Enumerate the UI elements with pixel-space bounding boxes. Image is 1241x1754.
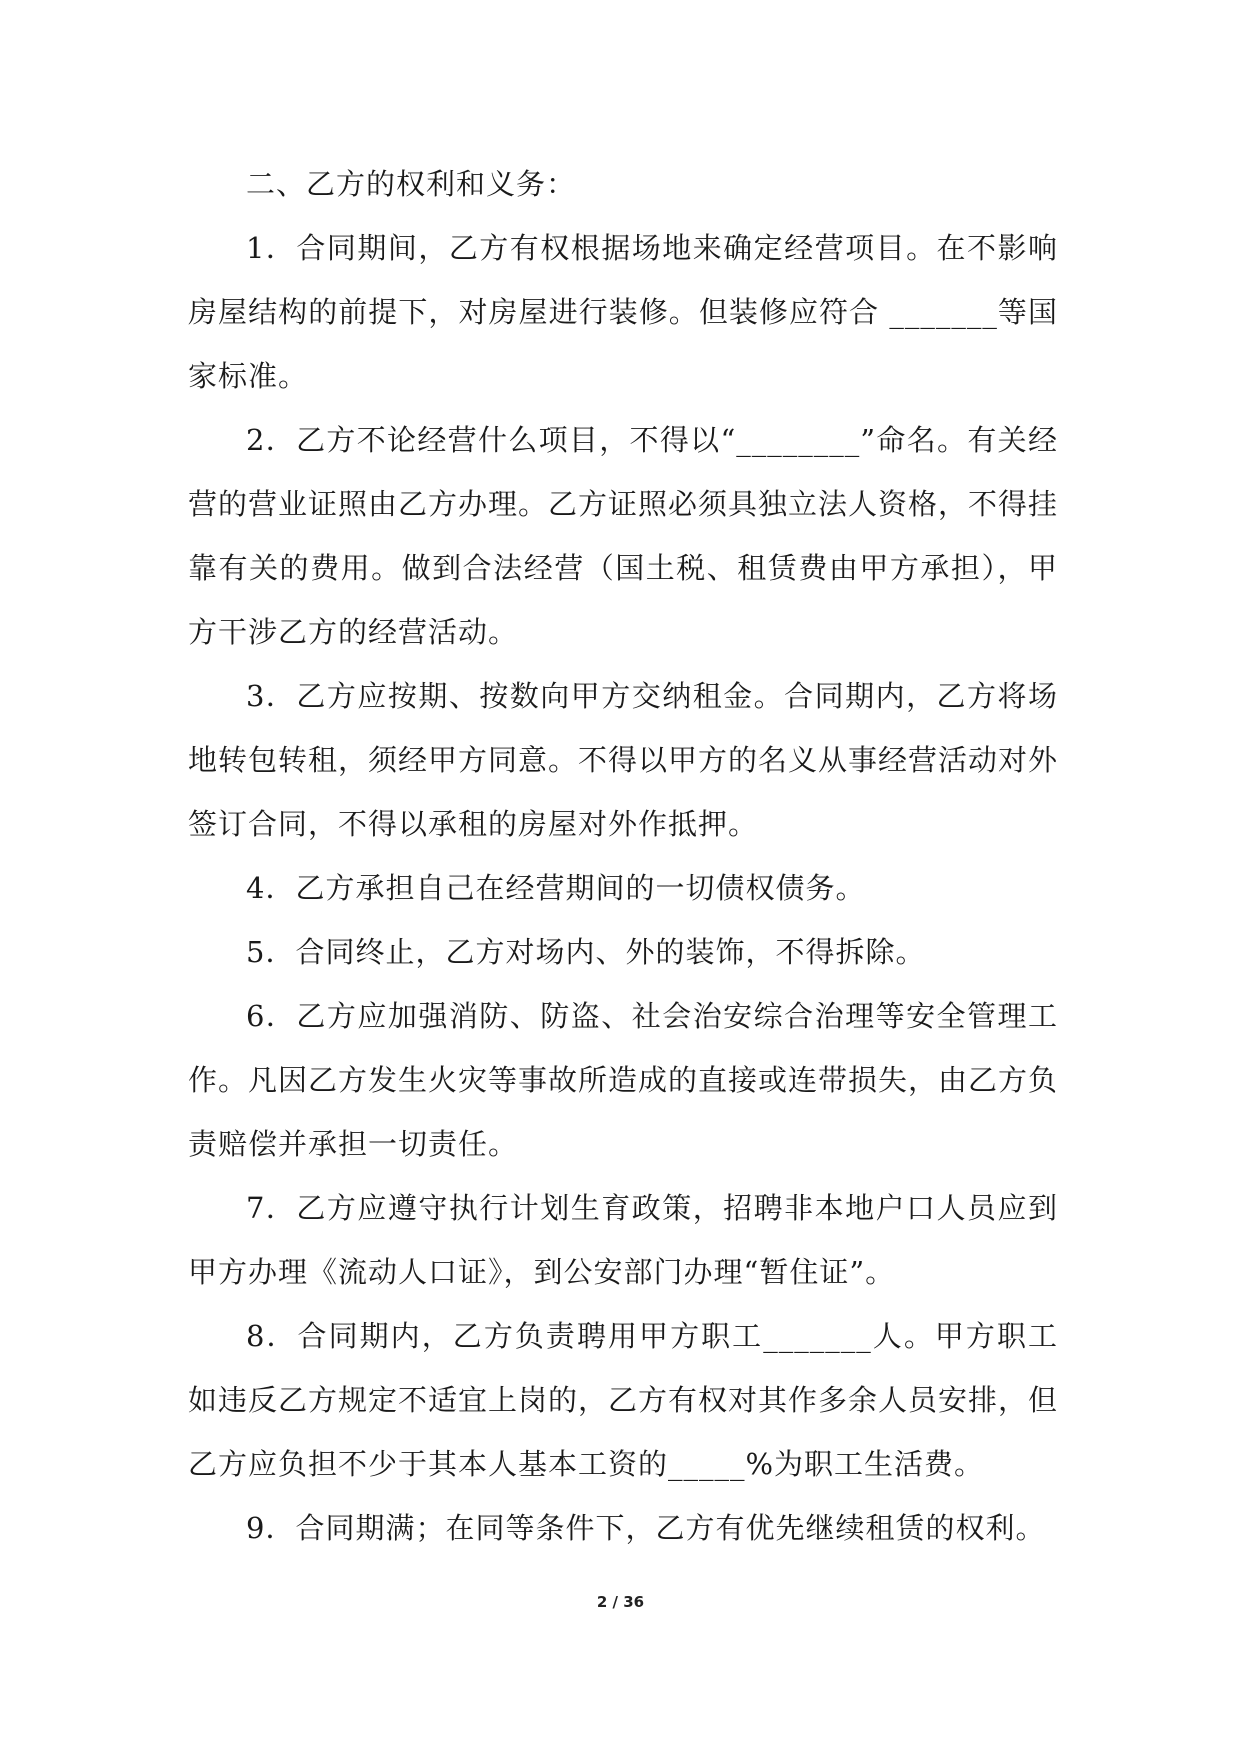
clause-3: 3．乙方应按期、按数向甲方交纳租金。合同期内，乙方将场地转包转租，须经甲方同意。不得以甲方的名义从事经营活动对外签订合同，不得以承租的房屋对外作抵押。 (188, 679, 1059, 841)
document-body (188, 152, 1058, 1560)
clause-4: 4．乙方承担自己在经营期间的一切债权债务。 (246, 871, 866, 905)
clause-1: 1．合同期间，乙方有权根据场地来确定经营项目。在不影响房屋结构的前提下，对房屋进行装修。但装修应符合 _______等国家标准。 (188, 231, 1058, 393)
clause-9: 9．合同期满；在同等条件下，乙方有优先继续租赁的权利。 (246, 1511, 1046, 1545)
clause-6: 6．乙方应加强消防、防盗、社会治安综合治理等安全管理工作。凡因乙方发生火灾等事故所造成的直接或连带损失，由乙方负责赔偿并承担一切责任。 (188, 999, 1059, 1161)
section-heading: 二、乙方的权利和义务： (246, 167, 577, 201)
clause-2: 2．乙方不论经营什么项目，不得以“________”命名。有关经营的营业证照由乙方办理。乙方证照必须具独立法人资格，不得挂靠有关的费用。做到合法经营（国土税、租赁费由甲方承担），甲方干涉乙方的经营活动。 (188, 423, 1059, 649)
clause-7: 7．乙方应遵守执行计划生育政策，招聘非本地户口人员应到甲方办理《流动人口证》，到公安部门办理“暂住证”。 (188, 1191, 1058, 1289)
page-number: 2 / 36 (596, 1593, 645, 1611)
clause-5: 5．合同终止，乙方对场内、外的装饰，不得拆除。 (246, 935, 926, 969)
clause-8: 8．合同期内，乙方负责聘用甲方职工_______人。甲方职工如违反乙方规定不适宜上岗的，乙方有权对其作多余人员安排，但乙方应负担不少于其本人基本工资的_____%为职工生活费。 (188, 1319, 1059, 1481)
